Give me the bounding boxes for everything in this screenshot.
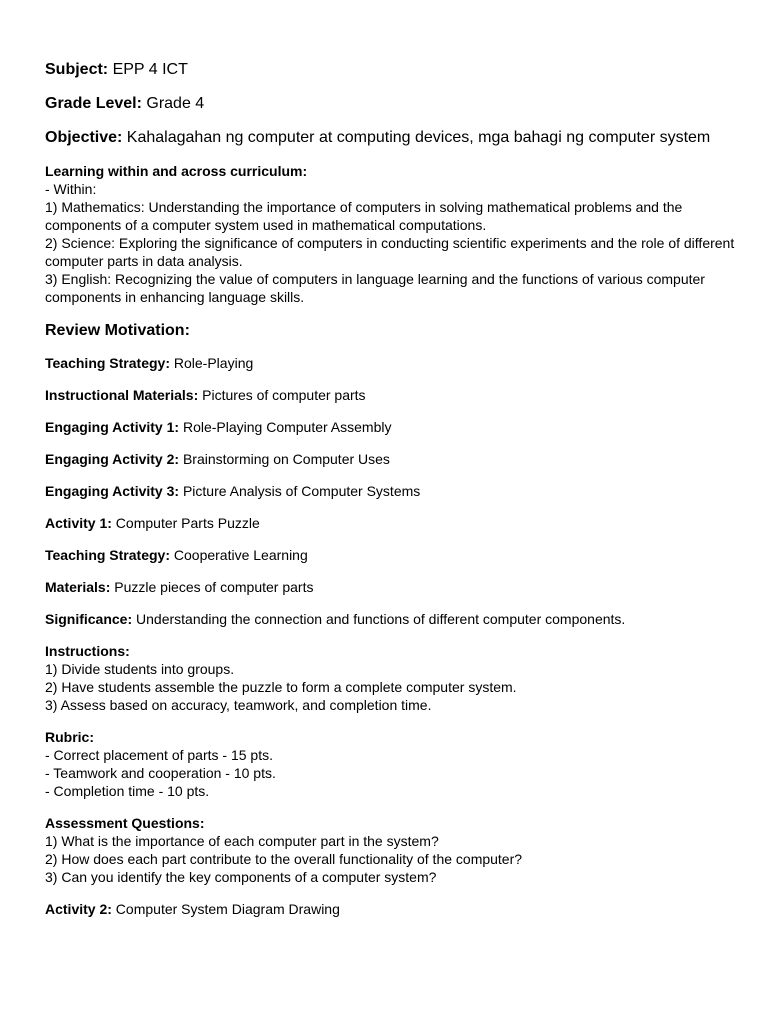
field-value: Picture Analysis of Computer Systems	[179, 483, 421, 499]
assessment-heading: Assessment Questions:	[45, 815, 205, 831]
curriculum-within: - Within:	[45, 181, 97, 197]
field-label: Teaching Strategy:	[45, 547, 170, 563]
field-instructional-materials	[45, 386, 735, 404]
curriculum-english: 3) English: Recognizing the value of computers in language learning and the functions of various computer components in enhancing language skills.	[45, 271, 705, 305]
field-label: Engaging Activity 3:	[45, 483, 180, 499]
subject-line	[45, 60, 735, 79]
activity-2-value: Computer System Diagram Drawing	[111, 901, 340, 917]
instruction-item: 3) Assess based on accuracy, teamwork, and completion time.	[45, 697, 432, 713]
objective-line	[45, 128, 735, 147]
field-value: Understanding the connection and functions of different computer components.	[132, 611, 626, 627]
field-label: Significance:	[45, 611, 133, 627]
assessment-question: 2) How does each part contribute to the overall functionality of the computer?	[45, 851, 523, 867]
field-label: Instructional Materials:	[45, 387, 199, 403]
curriculum-section	[45, 162, 735, 306]
instruction-item: 2) Have students assemble the puzzle to form a complete computer system.	[45, 679, 517, 695]
field-materials	[45, 578, 735, 596]
instruction-item: 1) Divide students into groups.	[45, 661, 235, 677]
field-value: Computer Parts Puzzle	[111, 515, 260, 531]
instructions-section	[45, 642, 735, 714]
field-engaging-activity-2	[45, 450, 735, 468]
rubric-heading: Rubric:	[45, 729, 94, 745]
review-motivation-heading: Review Motivation:	[45, 322, 190, 339]
field-label: Engaging Activity 2:	[45, 451, 180, 467]
activity-2-label: Activity 2:	[45, 901, 112, 917]
curriculum-heading: Learning within and across curriculum:	[45, 163, 308, 179]
instructions-heading: Instructions:	[45, 643, 130, 659]
grade-level-label: Grade Level:	[45, 95, 142, 112]
field-value: Cooperative Learning	[170, 547, 308, 563]
field-teaching-strategy-2	[45, 546, 735, 564]
objective-label: Objective:	[45, 129, 123, 146]
subject-label: Subject:	[45, 61, 109, 78]
rubric-item: - Teamwork and cooperation - 10 pts.	[45, 765, 276, 781]
objective-value: Kahalagahan ng computer at computing devices, mga bahagi ng computer system	[122, 129, 711, 146]
curriculum-science: 2) Science: Exploring the significance of computers in conducting scientific experiments and the role of different computer parts in data analysis.	[45, 235, 735, 269]
assessment-question: 3) Can you identify the key components of a computer system?	[45, 869, 437, 885]
field-engaging-activity-3	[45, 482, 735, 500]
field-value: Role-Playing	[170, 355, 254, 371]
subject-value: EPP 4 ICT	[108, 61, 188, 78]
field-significance	[45, 610, 735, 628]
rubric-section	[45, 728, 735, 800]
field-teaching-strategy	[45, 354, 735, 372]
grade-level-value: Grade 4	[141, 95, 205, 112]
field-label: Materials:	[45, 579, 111, 595]
field-label: Activity 1:	[45, 515, 112, 531]
curriculum-mathematics: 1) Mathematics: Understanding the importance of computers in solving mathematical problems and the components of a computer system used in mathematical computations.	[45, 199, 683, 233]
rubric-item: - Correct placement of parts - 15 pts.	[45, 747, 273, 763]
field-value: Brainstorming on Computer Uses	[179, 451, 390, 467]
field-activity-1	[45, 514, 735, 532]
field-value: Pictures of computer parts	[198, 387, 366, 403]
field-engaging-activity-1	[45, 418, 735, 436]
assessment-section	[45, 814, 735, 886]
field-label: Teaching Strategy:	[45, 355, 170, 371]
grade-level-line	[45, 94, 735, 113]
field-value: Role-Playing Computer Assembly	[179, 419, 392, 435]
document	[45, 60, 735, 918]
assessment-question: 1) What is the importance of each computer part in the system?	[45, 833, 439, 849]
field-value: Puzzle pieces of computer parts	[110, 579, 314, 595]
rubric-item: - Completion time - 10 pts.	[45, 783, 210, 799]
field-activity-2	[45, 900, 735, 918]
field-label: Engaging Activity 1:	[45, 419, 180, 435]
